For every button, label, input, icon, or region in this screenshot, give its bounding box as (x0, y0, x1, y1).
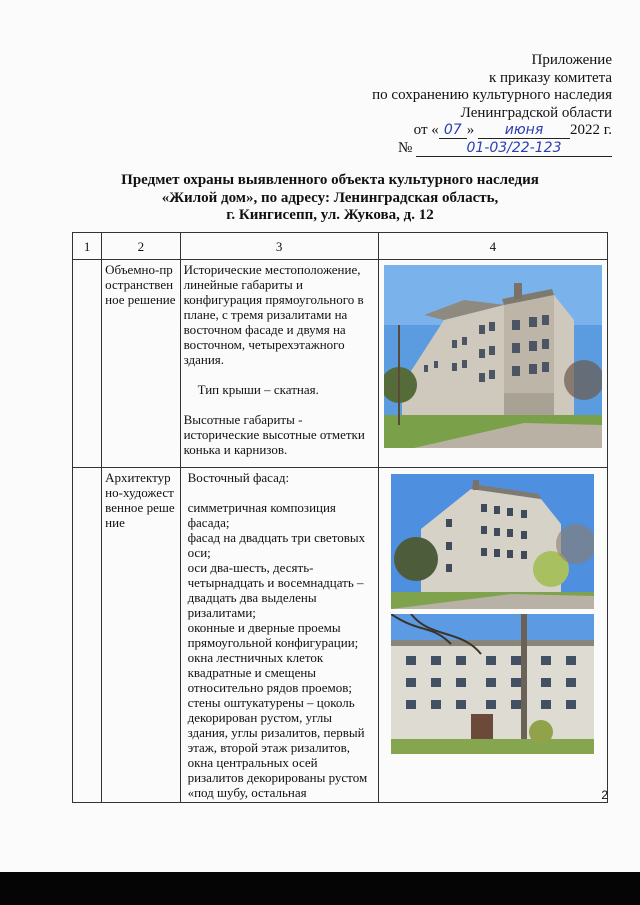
header-line-3: по сохранению культурного наследия (372, 87, 612, 103)
header-number-line (372, 140, 612, 158)
paragraph-gap (184, 397, 375, 412)
title-line-2: «Жилой дом», по адресу: Ленинградская область, (161, 189, 499, 206)
paragraph-gap (184, 485, 375, 500)
date-month: июня (478, 123, 570, 139)
photo-cell (378, 468, 607, 803)
category-label: Объемно-пространственное решение (105, 262, 176, 307)
paragraph-gap (184, 367, 375, 382)
date-day: 07 (439, 123, 467, 139)
table-row (73, 260, 608, 468)
description-paragraph: симметричная композиция фасада; (187, 500, 336, 530)
table-header-row (73, 233, 608, 260)
scan-border (0, 872, 640, 905)
header-cell-3: 3 (180, 233, 378, 260)
description-paragraph: Исторические местоположение, линейные габариты и конфигурация прямоугольного в плане, с тремя ризалитами на восточном фасаде и двумя на восточном, четырехэтажного здания. (183, 262, 364, 367)
description-cell (180, 260, 378, 468)
appendix-header (372, 52, 612, 157)
header-cell-4: 4 (378, 233, 607, 260)
description-cell (180, 468, 378, 803)
category-cell (102, 468, 180, 803)
header-cell-2: 2 (102, 233, 180, 260)
photo-cell (378, 260, 607, 468)
order-number: 01-03/22-123 (416, 141, 612, 157)
page-number: 2 (601, 788, 608, 802)
document-title (60, 172, 600, 225)
header-line-4: Ленинградской области (460, 104, 612, 121)
building-photo-front-view (391, 614, 594, 754)
description-paragraph: Тип крыши – скатная. (197, 382, 319, 397)
description-paragraph: фасад на двадцать три световых оси; (187, 530, 366, 560)
description-paragraph: Высотные габариты - исторические высотные отметки конька и карнизов. (183, 412, 365, 457)
category-label: Архитектурно-художественное решение (105, 470, 175, 530)
row-number-cell (73, 468, 102, 803)
header-cell-1: 1 (73, 233, 102, 260)
date-year: 2022 г. (570, 122, 612, 138)
header-line-2: к приказу комитета (488, 69, 612, 86)
building-photo-east-facade (384, 265, 602, 448)
building-photo-corner-view (391, 474, 594, 609)
description-paragraph: оси два-шесть, десять-четырнадцать и восемнадцать – двадцать два выделены ризалитами; (187, 560, 364, 620)
header-line-1: Приложение (531, 52, 612, 68)
description-paragraph: Восточный фасад: (187, 470, 290, 485)
date-mid: » (466, 122, 475, 138)
title-line-1: Предмет охраны выявленного объекта культурного наследия (121, 172, 539, 188)
protection-subject-table (72, 232, 608, 803)
table-row (73, 468, 608, 803)
category-cell (102, 260, 180, 468)
description-paragraph: оконные и дверные проемы прямоугольной конфигурации; окна лестничных клеток квадратные и смещены относительно рядов проемов; стены оштукатурены – цоколь декорирован рустом, углы здания, углы ризалитов, первый этаж, второй этаж ризалитов, окна центральных осей ризалитов декорированы рустом «под шубу, остальная (187, 620, 368, 800)
date-prefix: от « (413, 122, 439, 138)
title-line-3: г. Кингисепп, ул. Жукова, д. 12 (226, 207, 434, 223)
row-number-cell (73, 260, 102, 468)
header-date-line (372, 122, 612, 140)
number-prefix: № (397, 139, 413, 156)
